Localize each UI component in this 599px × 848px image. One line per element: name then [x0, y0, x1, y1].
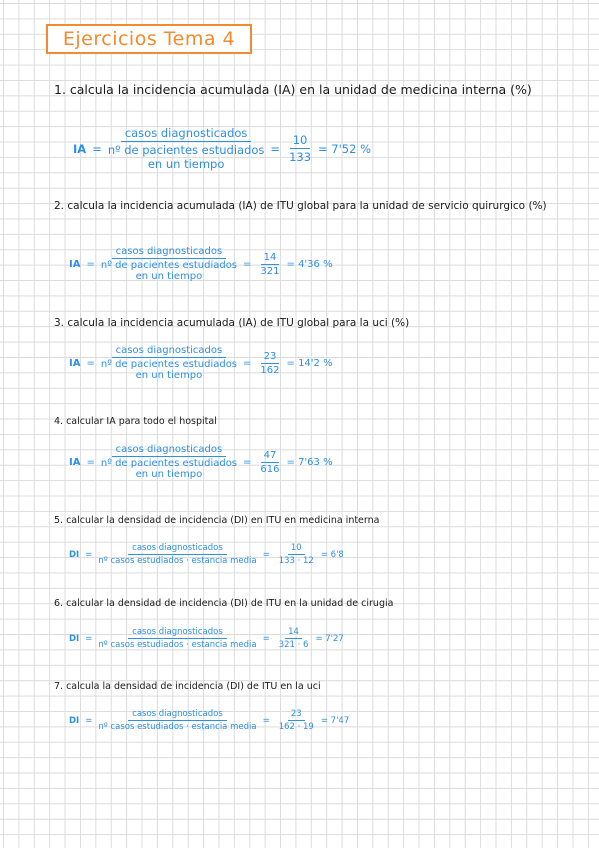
exercise-6-question: 6. calcular la densidad de incidencia (DI) de ITU en la unidad de cirugia — [54, 598, 394, 609]
value-denominator: 162 — [260, 364, 280, 376]
denominator-line-1: nº de pacientes estudiados — [100, 359, 238, 370]
formula-fraction — [108, 126, 265, 171]
equals-sign: = — [86, 258, 95, 270]
result-value: = 6'8 — [320, 549, 344, 560]
exercise-2-question: 2. calcula la incidencia acumulada (IA) de ITU global para la unidad de servicio quirurgico (%) — [54, 200, 547, 212]
exercise-2-formula — [69, 246, 333, 282]
fraction-numerator: casos diagnosticados — [112, 345, 227, 358]
exercise-4-question: 4. calcular IA para todo el hospital — [54, 416, 217, 427]
result-value: = 14'2 % — [286, 357, 333, 369]
exercise-5-formula — [69, 543, 344, 566]
result-value: = 7'52 % — [318, 141, 372, 156]
equals-sign: = — [92, 141, 102, 156]
fraction-denominator — [101, 457, 237, 480]
exercise-1-question: 1. calcula la incidencia acumulada (IA) en la unidad de medicina interna (%) — [54, 82, 532, 97]
value-fraction — [276, 709, 317, 732]
value-fraction — [257, 252, 282, 277]
denominator-line-1: nº de pacientes estudiados — [100, 458, 238, 469]
equals-sign: = — [85, 715, 93, 726]
value-denominator: 133 · 12 — [278, 556, 314, 566]
equals-sign: = — [243, 357, 252, 369]
exercise-5-question: 5. calcular la densidad de incidencia (DI) en ITU en medicina interna — [54, 515, 380, 526]
value-fraction — [257, 450, 282, 475]
formula-fraction — [98, 543, 256, 566]
formula-fraction — [101, 246, 237, 282]
result-value: = 4'36 % — [286, 258, 333, 270]
fraction-denominator — [108, 142, 265, 171]
fraction-numerator: casos diagnosticados — [128, 543, 227, 555]
result-value: = 7'63 % — [286, 456, 333, 468]
formula-fraction — [101, 345, 237, 381]
exercise-3-question: 3. calcula la incidencia acumulada (IA) de ITU global para la uci (%) — [54, 317, 410, 329]
equals-sign: = — [243, 258, 252, 270]
value-denominator: 162 · 19 — [278, 722, 314, 732]
formula-fraction — [98, 709, 256, 732]
equals-sign: = — [270, 141, 281, 156]
value-denominator: 616 — [260, 463, 280, 475]
formula-fraction — [98, 627, 256, 650]
formula-lhs: DI — [69, 633, 80, 644]
value-numerator: 23 — [261, 351, 280, 364]
exercise-7-question: 7. calcula la densidad de incidencia (DI) de ITU en la uci — [54, 681, 321, 692]
value-numerator: 14 — [285, 627, 302, 639]
fraction-numerator: casos diagnosticados — [128, 709, 227, 721]
value-denominator: 133 — [289, 150, 312, 164]
exercise-1-formula — [73, 126, 371, 171]
value-numerator: 47 — [261, 450, 280, 463]
page-title-text: Ejercicios Tema 4 — [62, 28, 236, 50]
exercise-7-formula — [69, 709, 349, 732]
formula-fraction — [101, 444, 237, 480]
exercise-3-formula — [69, 345, 333, 381]
value-denominator: 321 — [260, 265, 280, 277]
denominator-line-2: en un tiempo — [135, 370, 203, 381]
result-value: = 7'27 — [315, 633, 344, 644]
denominator-line-2: en un tiempo — [135, 469, 203, 480]
page-title — [46, 24, 252, 54]
denominator-line-2: en un tiempo — [147, 157, 225, 171]
value-fraction — [286, 133, 314, 164]
value-fraction — [276, 543, 317, 566]
denominator-line-1: nº de pacientes estudiados — [100, 260, 238, 271]
formula-lhs: DI — [69, 715, 80, 726]
fraction-numerator: casos diagnosticados — [112, 444, 227, 457]
value-numerator: 14 — [261, 252, 280, 265]
fraction-denominator — [101, 358, 237, 381]
fraction-denominator: nº casos estudiados · estancia media — [98, 640, 257, 650]
formula-lhs: IA — [69, 258, 81, 270]
fraction-denominator: nº casos estudiados · estancia media — [98, 556, 257, 566]
exercise-4-formula — [69, 444, 333, 480]
equals-sign: = — [262, 715, 270, 726]
value-fraction — [257, 351, 282, 376]
formula-lhs: IA — [73, 141, 87, 156]
equals-sign: = — [243, 456, 252, 468]
fraction-numerator: casos diagnosticados — [112, 246, 227, 259]
formula-lhs: IA — [69, 357, 81, 369]
exercise-6-formula — [69, 627, 344, 650]
formula-lhs: IA — [69, 456, 81, 468]
denominator-line-2: en un tiempo — [135, 271, 203, 282]
equals-sign: = — [262, 549, 270, 560]
fraction-numerator: casos diagnosticados — [121, 126, 252, 142]
equals-sign: = — [86, 357, 95, 369]
fraction-numerator: casos diagnosticados — [128, 627, 227, 639]
formula-lhs: DI — [69, 549, 80, 560]
value-numerator: 23 — [288, 709, 305, 721]
equals-sign: = — [262, 633, 270, 644]
value-fraction — [276, 627, 312, 650]
value-denominator: 321 · 6 — [278, 640, 309, 650]
value-numerator: 10 — [288, 543, 305, 555]
value-numerator: 10 — [290, 133, 311, 149]
equals-sign: = — [85, 633, 93, 644]
equals-sign: = — [86, 456, 95, 468]
result-value: = 7'47 — [320, 715, 350, 726]
fraction-denominator — [101, 259, 237, 282]
fraction-denominator: nº casos estudiados · estancia media — [98, 722, 257, 732]
denominator-line-1: nº de pacientes estudiados — [107, 143, 265, 157]
equals-sign: = — [85, 549, 93, 560]
